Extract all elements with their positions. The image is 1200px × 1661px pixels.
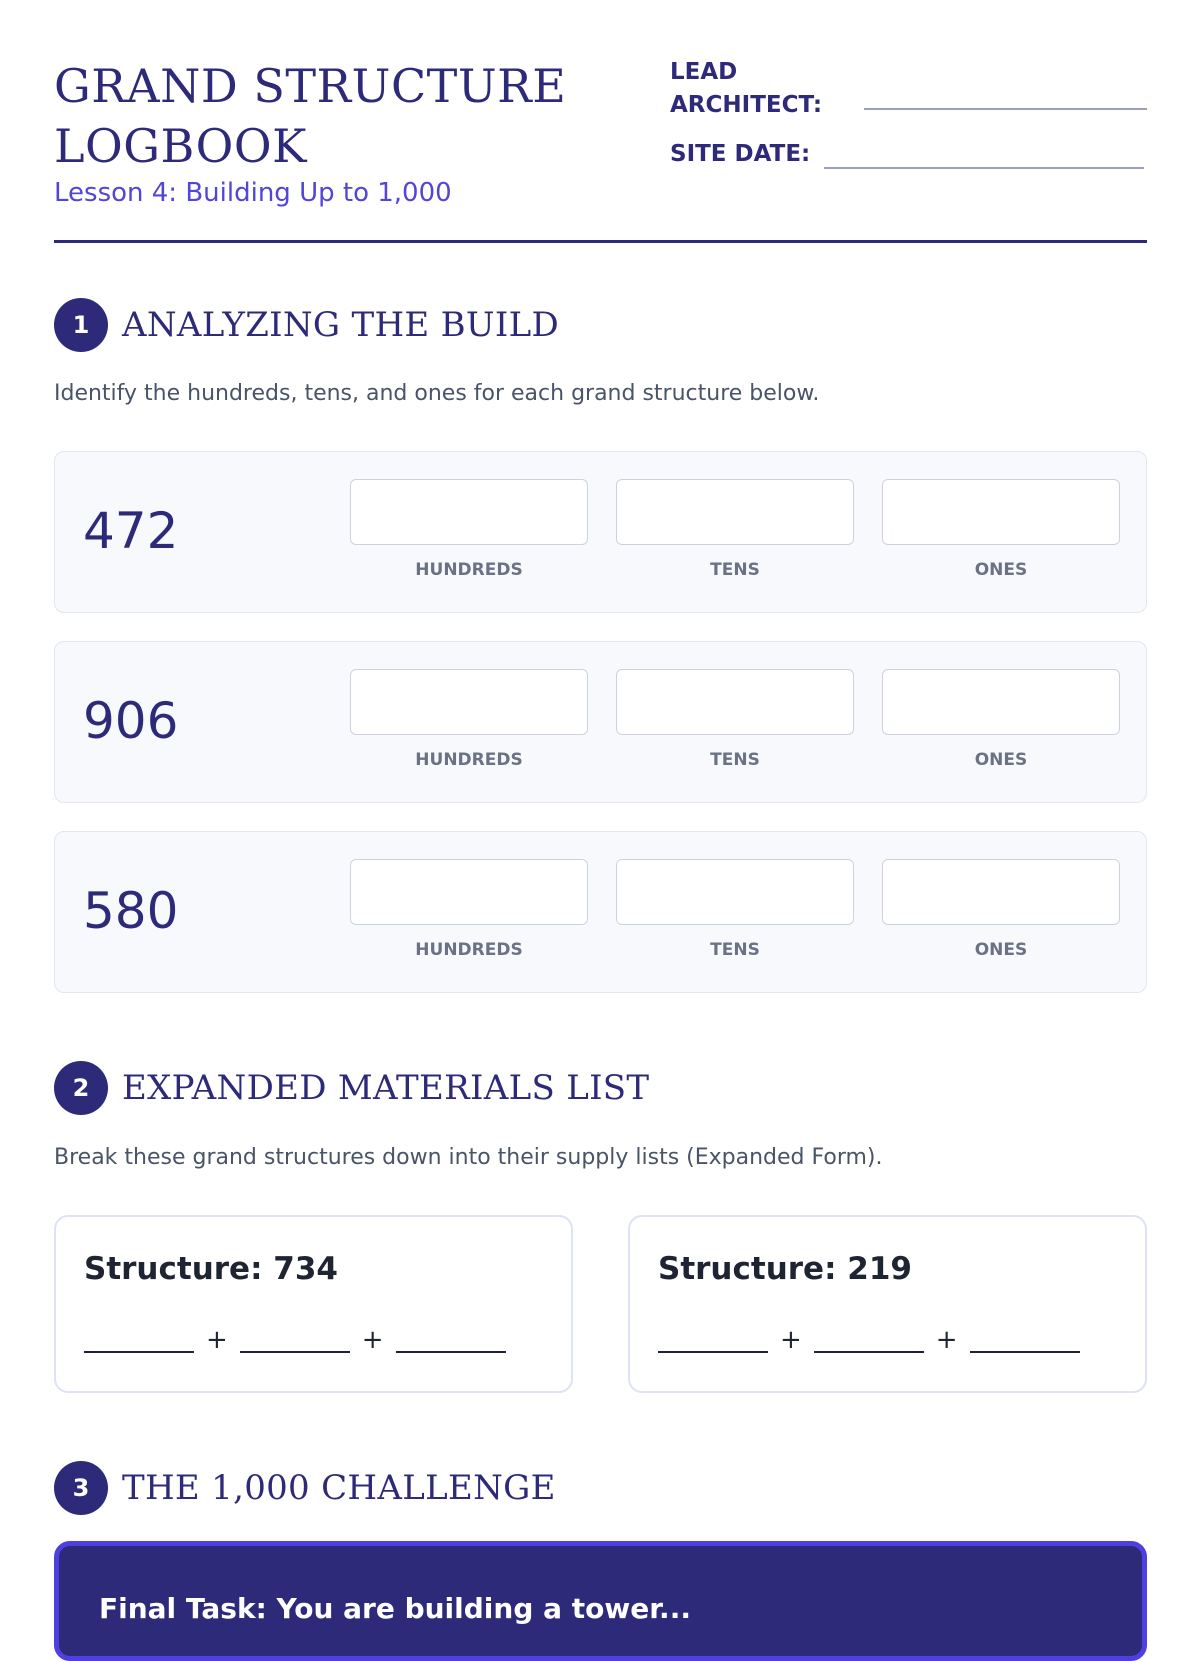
ones-blank[interactable] <box>396 1331 506 1353</box>
site-date-row <box>670 138 1144 171</box>
tens-input[interactable] <box>616 669 854 735</box>
lead-architect-row <box>670 56 1147 122</box>
structure-number: 906 <box>83 692 179 750</box>
structure-number: 472 <box>83 502 179 560</box>
lead-architect-label: LEAD ARCHITECT: <box>670 59 823 118</box>
challenge-box <box>54 1541 1147 1661</box>
ones-label: ONES <box>974 560 1028 580</box>
place-value-card <box>54 451 1147 613</box>
structure-title: Structure: 219 <box>658 1251 912 1287</box>
place-value-card <box>54 641 1147 803</box>
hundreds-label: HUNDREDS <box>415 750 523 770</box>
section-1-title: ANALYZING THE BUILD <box>122 305 560 345</box>
ones-input[interactable] <box>882 479 1120 545</box>
expanded-form-blanks <box>658 1327 1080 1353</box>
ones-label: ONES <box>974 750 1028 770</box>
site-date-label: SITE DATE: <box>670 141 811 167</box>
expanded-form-blanks <box>84 1327 506 1353</box>
structure-number: 580 <box>83 882 179 940</box>
hundreds-input[interactable] <box>350 669 588 735</box>
hundreds-label: HUNDREDS <box>415 940 523 960</box>
lesson-subtitle: Lesson 4: Building Up to 1,000 <box>54 178 452 208</box>
plus-sign: + <box>780 1325 802 1355</box>
hundreds-input[interactable] <box>350 479 588 545</box>
structure-title: Structure: 734 <box>84 1251 338 1287</box>
ones-input[interactable] <box>882 669 1120 735</box>
challenge-text: Final Task: You are building a tower... <box>99 1592 691 1625</box>
ones-label: ONES <box>974 940 1028 960</box>
section-1-badge: 1 <box>54 298 108 352</box>
section-1-instructions: Identify the hundreds, tens, and ones for each grand structure below. <box>54 381 820 406</box>
section-3-title: THE 1,000 CHALLENGE <box>122 1468 556 1508</box>
place-value-card <box>54 831 1147 993</box>
section-2-badge: 2 <box>54 1061 108 1115</box>
tens-blank[interactable] <box>240 1331 350 1353</box>
lead-architect-field[interactable] <box>864 108 1147 110</box>
page-title: GRAND STRUCTURE LOGBOOK <box>54 59 567 173</box>
ones-blank[interactable] <box>970 1331 1080 1353</box>
expanded-form-card <box>54 1215 573 1393</box>
plus-sign: + <box>361 1325 384 1355</box>
section-2-instructions: Break these grand structures down into their supply lists (Expanded Form). <box>54 1145 883 1170</box>
tens-blank[interactable] <box>814 1331 924 1353</box>
plus-sign: + <box>206 1325 228 1355</box>
worksheet-header <box>54 56 1147 243</box>
section-2-title: EXPANDED MATERIALS LIST <box>122 1068 650 1108</box>
site-date-field[interactable] <box>824 167 1144 169</box>
tens-label: TENS <box>710 750 760 770</box>
section-2-heading <box>54 1061 649 1115</box>
expanded-form-card <box>628 1215 1147 1393</box>
tens-label: TENS <box>710 940 760 960</box>
section-3-heading <box>54 1461 556 1515</box>
header-divider <box>54 240 1147 243</box>
hundreds-label: HUNDREDS <box>415 560 523 580</box>
hundreds-input[interactable] <box>350 859 588 925</box>
hundreds-blank[interactable] <box>658 1331 768 1353</box>
section-1-heading <box>54 298 559 352</box>
ones-input[interactable] <box>882 859 1120 925</box>
tens-input[interactable] <box>616 859 854 925</box>
tens-label: TENS <box>710 560 760 580</box>
tens-input[interactable] <box>616 479 854 545</box>
hundreds-blank[interactable] <box>84 1331 194 1353</box>
plus-sign: + <box>935 1325 958 1355</box>
section-3-badge: 3 <box>54 1461 108 1515</box>
